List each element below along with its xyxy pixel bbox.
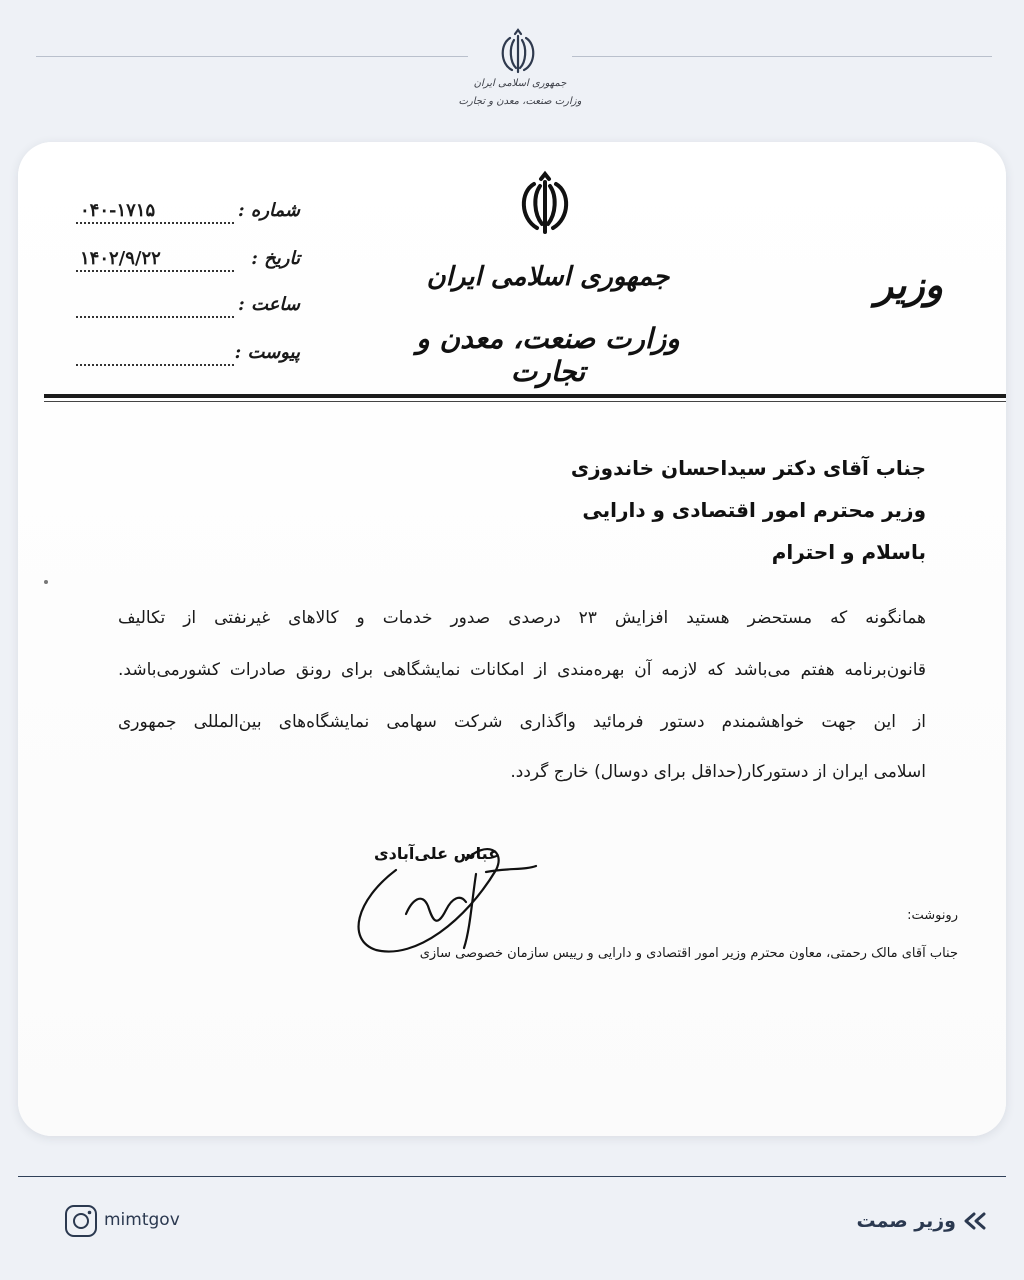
letterhead-rule [44,394,1006,398]
body-line-2: قانون‌برنامه هفتم می‌باشد که لازمه آن بهره‌مندی از امکانات نمایشگاهی برای رونق صادرات کشورمی‌باشد. [118,660,926,680]
emblem-icon [490,26,546,82]
letter-card [18,142,1006,1136]
double-chevron-icon [960,1209,990,1233]
body-line-3: از این جهت خواهشمندم دستور فرمائید واگذاری شرکت سهامی نمایشگاه‌های بین‌المللی جمهوری [118,712,926,732]
letterhead-rule-thin [44,401,1006,402]
instagram-handle[interactable]: mimtgov [104,1210,180,1230]
letter-number-label: شماره : [237,200,300,221]
greeting: باسلام و احترام [771,540,926,564]
cc-recipient: جناب آقای مالک رحمتی، معاون محترم وزیر امور اقتصادی و دارایی و رییس سازمان خصوصی سازی [419,946,958,961]
footer-brand: وزیر صمت [856,1210,956,1232]
letter-attachment-label: پیوست : [234,342,300,363]
letter-time-label: ساعت : [238,294,300,315]
letterhead-minister-title: وزیر [874,262,944,307]
cc-label: رونوشت: [907,908,958,923]
header-caption-ministry: وزارت صنعت، معدن و تجارت [458,96,582,107]
header-divider-right [572,56,992,57]
letterhead-ministry: وزارت صنعت، معدن و تجارت [416,322,680,388]
scan-speck [44,580,48,584]
letter-number-value: ۰۴۰-۱۷۱۵ [80,200,156,221]
header-caption-republic: جمهوری اسلامی ایران [473,78,567,89]
footer-divider [18,1176,1006,1177]
body-line-1: همانگونه که مستحضر هستید افزایش ۲۳ درصدی صدور خدمات و کالاهای غیرنفتی از تکالیف [118,608,926,628]
emblem-icon [510,170,580,242]
letterhead-republic: جمهوری اسلامی ایران [426,262,670,292]
recipient-title: وزیر محترم امور اقتصادی و دارایی [582,498,926,522]
recipient-name: جناب آقای دکتر سیداحسان خاندوزی [570,456,926,480]
body-line-4: اسلامی ایران از دستورکار(حداقل برای دوسال) خارج گردد. [510,762,926,782]
header-divider-left [36,56,468,57]
letter-date-label: تاریخ : [251,248,300,269]
signatory-name: عباس علی‌آبادی [374,844,500,863]
letter-time-field [70,294,300,324]
letter-date-field [70,248,300,278]
letter-number-field [70,200,300,230]
letter-date-value: ۱۴۰۲/۹/۲۲ [80,248,161,269]
letter-attachment-field [70,342,300,372]
instagram-icon[interactable] [64,1204,98,1238]
